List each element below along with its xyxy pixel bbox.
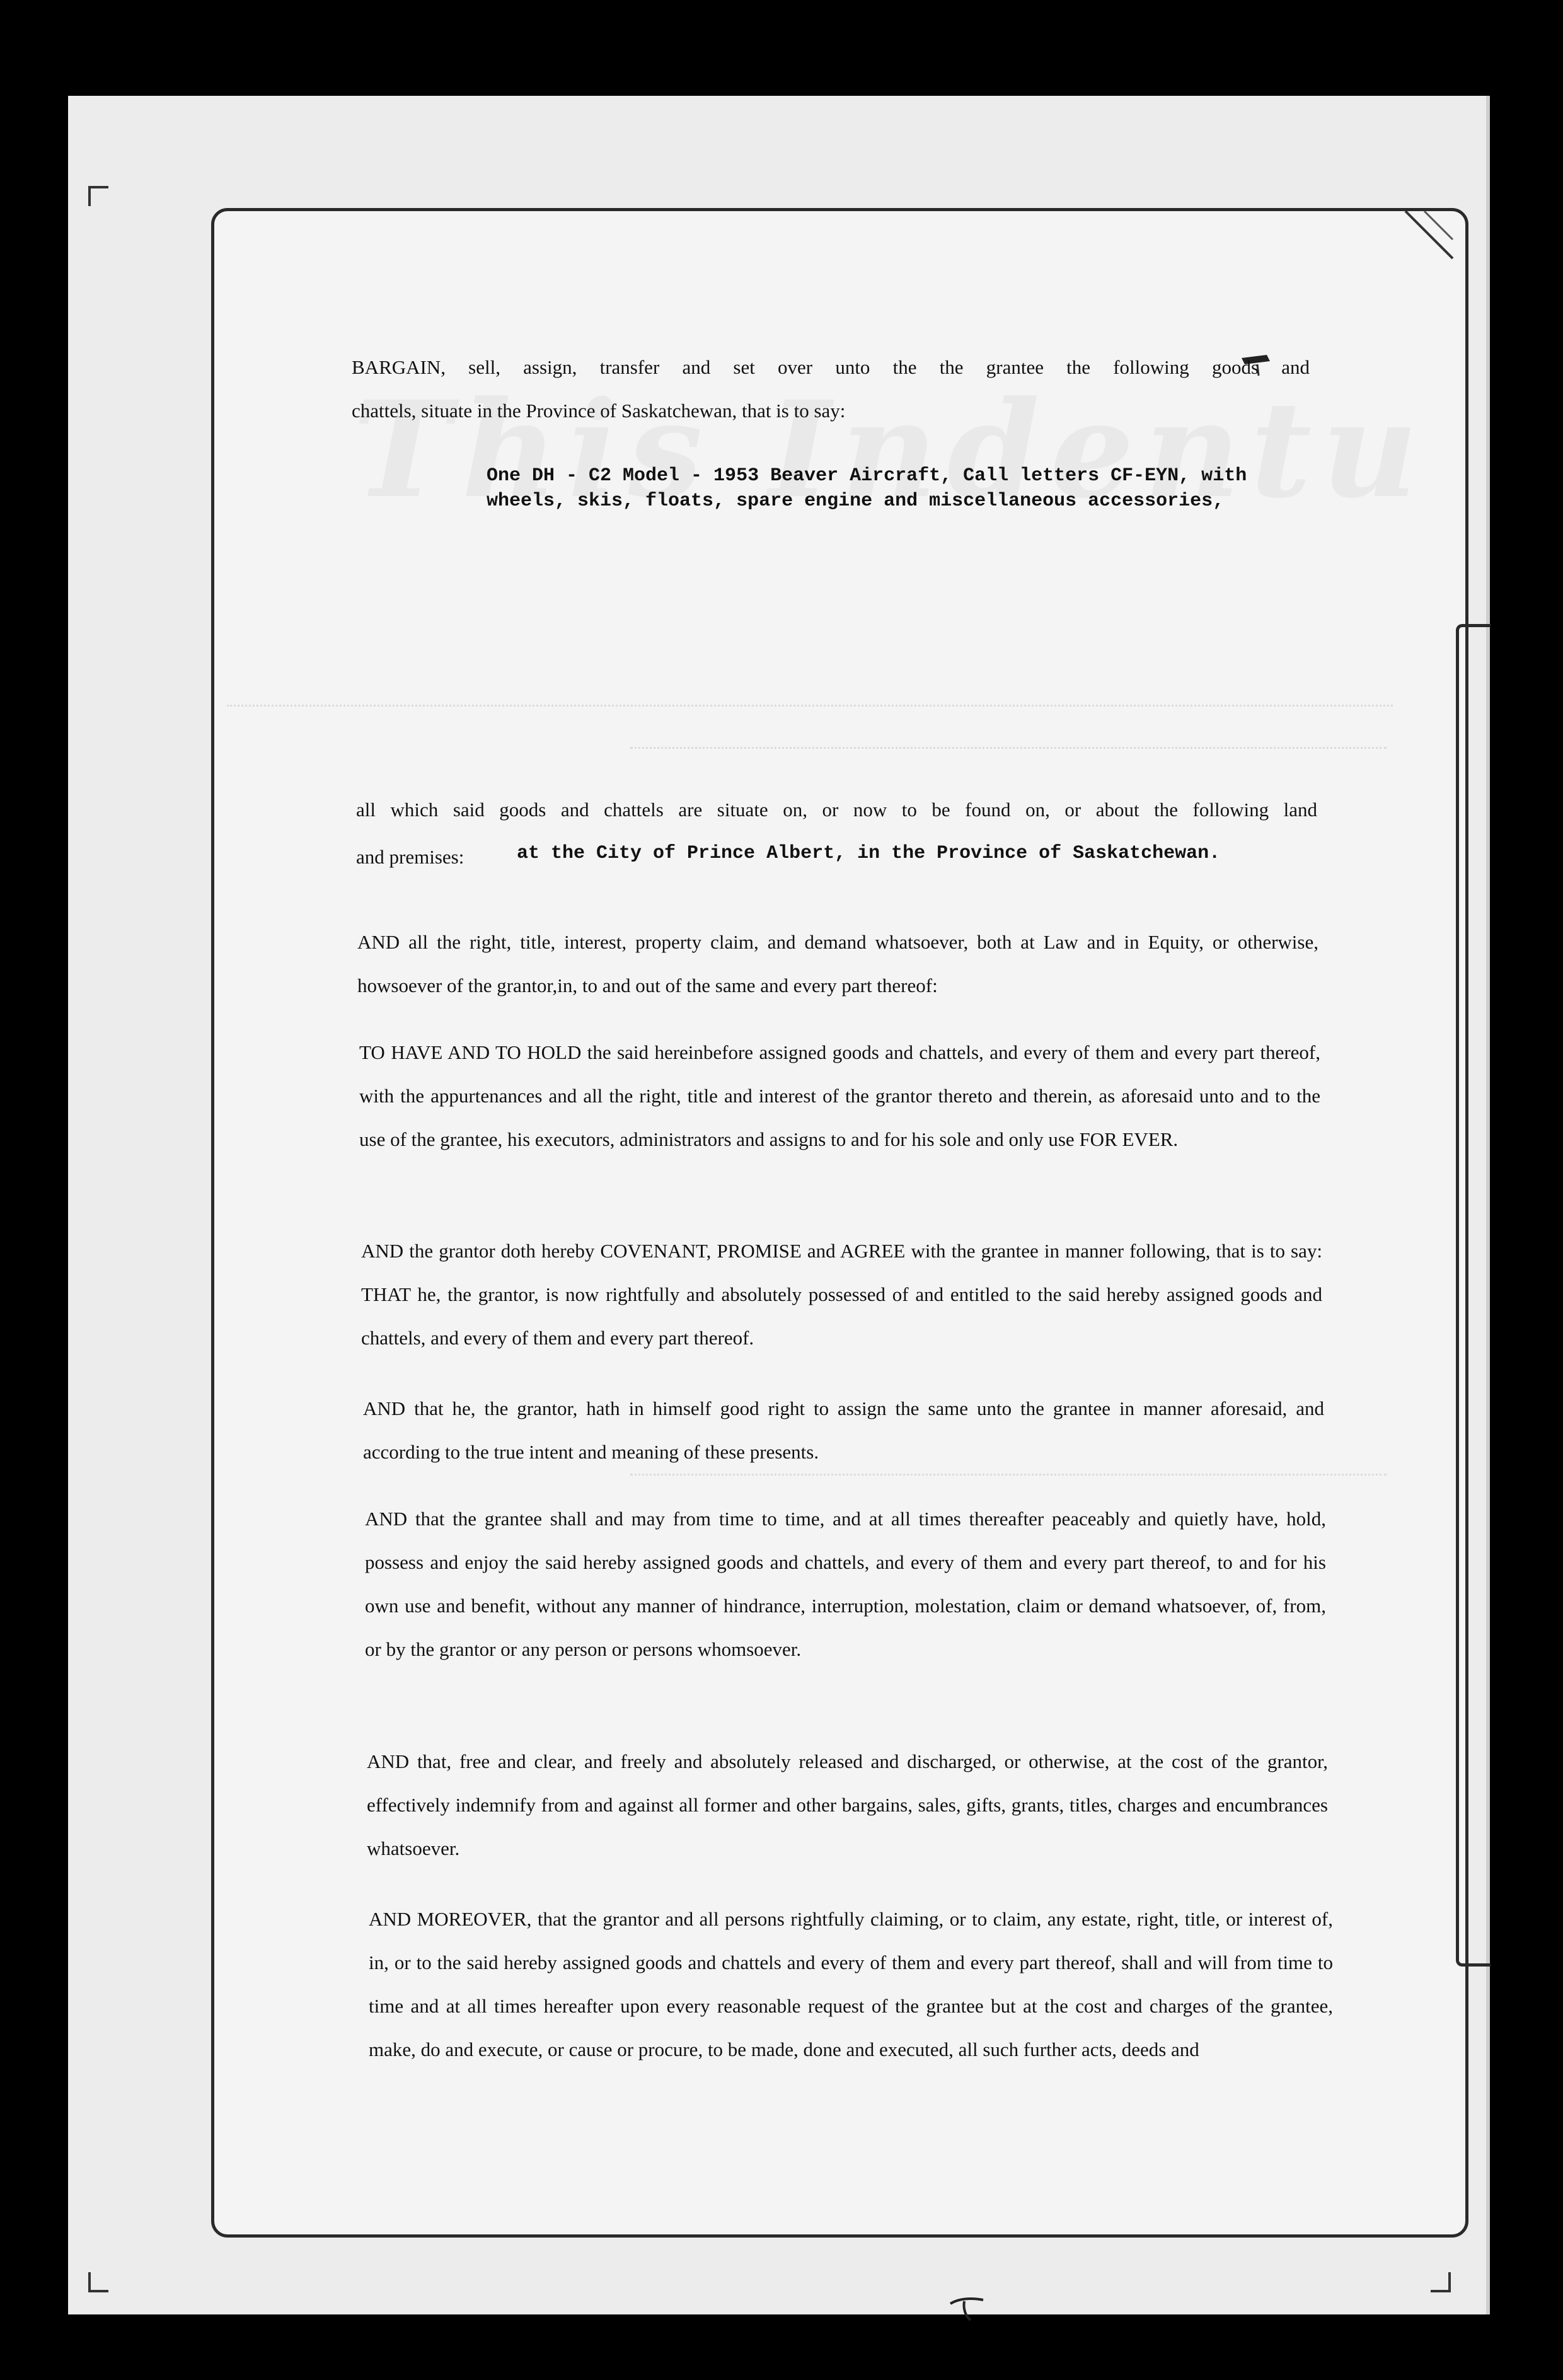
faded-bleed-through-line [227,705,1393,707]
page-edge-bracket [1456,624,1491,1967]
folded-corner-mark [1399,208,1456,265]
crop-mark-bottom-left [88,2272,108,2292]
typed-location: at the City of Prince Albert, in the Province of Saskatchewan. [517,843,1221,864]
location-label: and premises: [356,846,464,868]
paragraph-right-title-interest: AND all the right, title, interest, property claim, and demand whatsoever, both at Law and in Equity, or otherwise, howsoever of the grantor,in, to and out of the same and every part thereof: [357,931,1318,996]
paragraph-to-have-and-to-hold: TO HAVE AND TO HOLD the said hereinbefore assigned goods and chattels, and every of them and every part thereof, with the appurtenances and all the right, title and interest of the grantor thereto and therein, as aforesaid unto and to the use of the grantee, his executors, administrators and assigns to and for his sole and only use FOR EVER. [359,1041,1320,1150]
paragraph-moreover: AND MOREOVER, that the grantor and all persons rightfully claiming, or to claim, any estate, right, title, or interest of, in, or to the said hereby assigned goods and chattels and every of them and every part thereof, shall and will from time to time and at all times hereafter upon every reasonable request of the grantee but at the cost and charges of the grantee, make, do and execute, or cause or procure, to be made, done and executed, all such further acts, deeds and [369,1908,1333,2060]
pen-stroke-mark [945,2285,989,2323]
faded-bleed-through-line [630,747,1387,749]
crop-mark-bottom-right [1431,2272,1451,2292]
intro-line-2: chattels, situate in the Province of Saskatchewan, that is to say: [352,400,846,422]
intro-line-1: BARGAIN, sell, assign, transfer and set over unto the the grantee the following goods and [352,356,1310,378]
paragraph-free-and-clear: AND that, free and clear, and freely and absolutely released and discharged, or otherwise, at the cost of the grantor, effectively indemnify from and against all former and other bargains, sales, gifts, grants, titles, charges and encumbrances whatsoever. [367,1750,1328,1859]
paragraph-quiet-enjoyment: AND that the grantee shall and may from time to time, and at all times thereafter peaceably and quietly have, hold, possess and enjoy the said hereby assigned goods and chattels, and every of them and every part thereof, to and for his own use and benefit, without any manner of hindrance, interruption, molestation, claim or demand whatsoever, of, from, or by the grantor or any person or persons whomsoever. [365,1508,1326,1660]
crop-mark-top-left [88,186,108,206]
faded-bleed-through-line [630,1474,1387,1476]
paragraph-covenant: AND the grantor doth hereby COVENANT, PROMISE and AGREE with the grantee in manner following, that is to say: THAT he, the grantor, is now rightfully and absolutely possessed of and entitled to the said hereby assigned goods and chattels, and every of them and every part thereof. [361,1240,1322,1349]
paragraph-right-to-assign: AND that he, the grantor, hath in himself good right to assign the same unto the grantee in manner aforesaid, and according to the true intent and meaning of these presents. [363,1397,1324,1463]
location-line-1: all which said goods and chattels are situate on, or now to be found on, or about the following land [356,799,1317,821]
typed-goods-description: One DH - C2 Model - 1953 Beaver Aircraft, Call letters CF-EYN, with wheels, skis, floats, spare engine and miscellaneous accessories, [487,465,1247,512]
